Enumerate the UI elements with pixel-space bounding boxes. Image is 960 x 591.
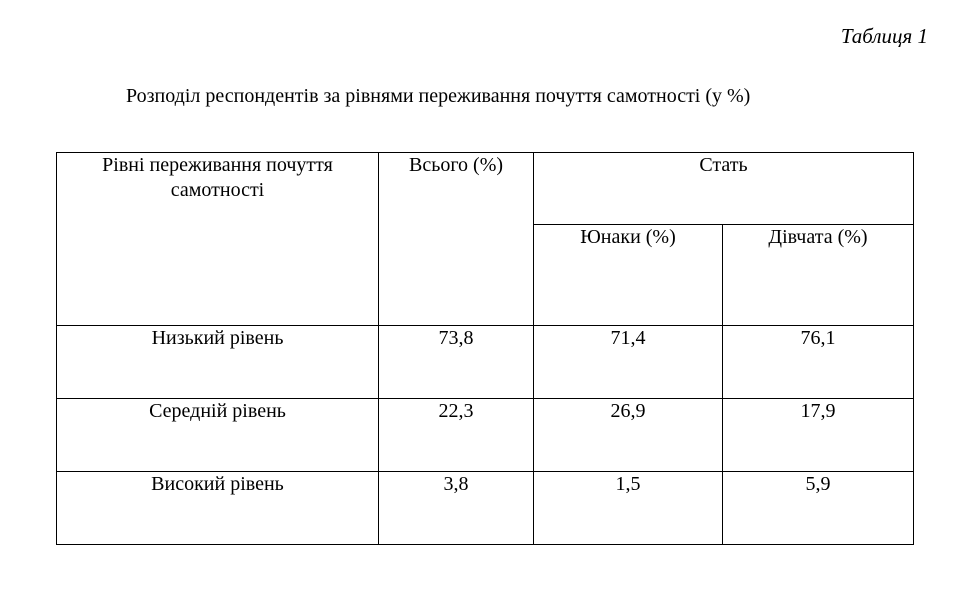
header-total: Всього (%) [379, 153, 534, 326]
table-caption: Розподіл респондентів за рівнями переживання почуття самотності (у %) [126, 85, 751, 107]
row-girls-value: 5,9 [723, 472, 914, 545]
header-level: Рівні переживання почуття самотності [57, 153, 379, 326]
row-total-value: 22,3 [379, 399, 534, 472]
header-girls: Дівчата (%) [723, 225, 914, 326]
row-level-label: Високий рівень [57, 472, 379, 545]
header-gender: Стать [534, 153, 914, 225]
row-girls-value: 17,9 [723, 399, 914, 472]
row-level-label: Середній рівень [57, 399, 379, 472]
table-row [57, 326, 914, 399]
header-boys: Юнаки (%) [534, 225, 723, 326]
row-boys-value: 71,4 [534, 326, 723, 399]
row-total-value: 3,8 [379, 472, 534, 545]
table-row [57, 399, 914, 472]
table-number: Таблиця 1 [840, 24, 928, 48]
row-boys-value: 26,9 [534, 399, 723, 472]
row-level-label: Низький рівень [57, 326, 379, 399]
row-boys-value: 1,5 [534, 472, 723, 545]
row-total-value: 73,8 [379, 326, 534, 399]
loneliness-levels-table [56, 152, 914, 545]
row-girls-value: 76,1 [723, 326, 914, 399]
table-row [57, 472, 914, 545]
header-row-1 [57, 153, 914, 225]
